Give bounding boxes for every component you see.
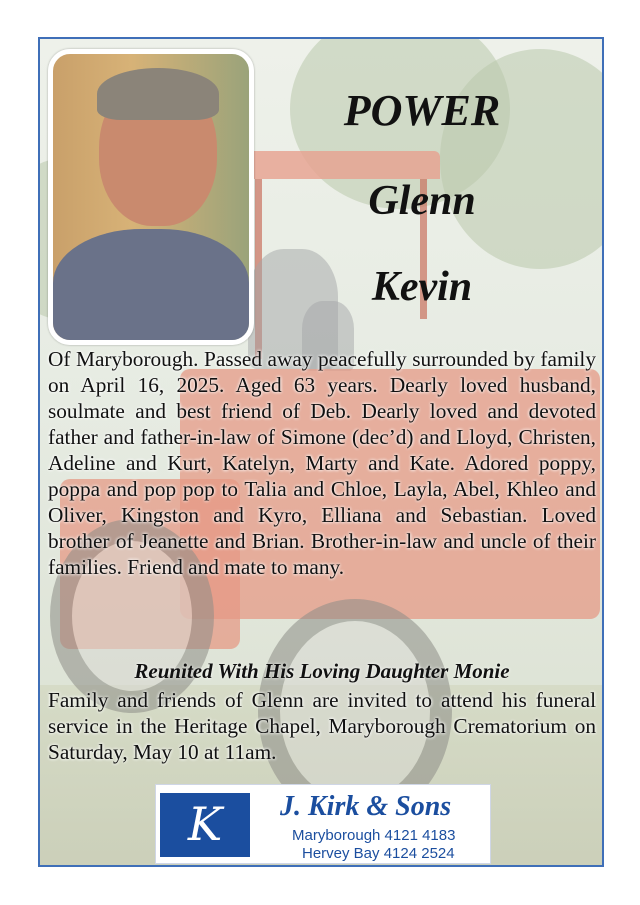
notice-frame	[38, 37, 604, 867]
firm-name: J. Kirk & Sons	[280, 791, 452, 822]
service-details: Family and friends of Glenn are invited to attend his funeral service in the Heritage Chapel, Maryborough Crematorium on Saturday, May 10 at 11am.	[48, 688, 596, 764]
middle-name-heading: Kevin	[371, 264, 473, 310]
surname-heading: POWER	[343, 86, 501, 135]
first-name-heading: Glenn	[368, 178, 476, 224]
phone-maryborough: Maryborough 4121 4183	[292, 827, 456, 844]
kirk-logo: K	[160, 793, 250, 857]
tribute-line: Reunited With His Loving Daughter Monie	[134, 659, 510, 683]
funeral-director-ad	[155, 784, 491, 864]
phone-hervey-bay: Hervey Bay 4124 2524	[302, 845, 455, 862]
notice-body: Of Maryborough. Passed away peacefully surrounded by family on April 16, 2025. Aged 63 years. Dearly loved husband, soulmate and best friend of Deb. Dearly loved and devoted father and father-in-law of Simone (dec’d) and Lloyd, Christen, Adeline and Kurt, Katelyn, Marty and Kate. Adored poppy, poppa and pop pop to Talia and Chloe, Layla, Abel, Khleo and Oliver, Kingston and Kyro, Elliana and Sebastian. Loved brother of Jeanette and Brian. Brother-in-law and uncle of their families. Friend and mate to many.	[48, 347, 596, 579]
portrait-photo	[48, 49, 254, 345]
